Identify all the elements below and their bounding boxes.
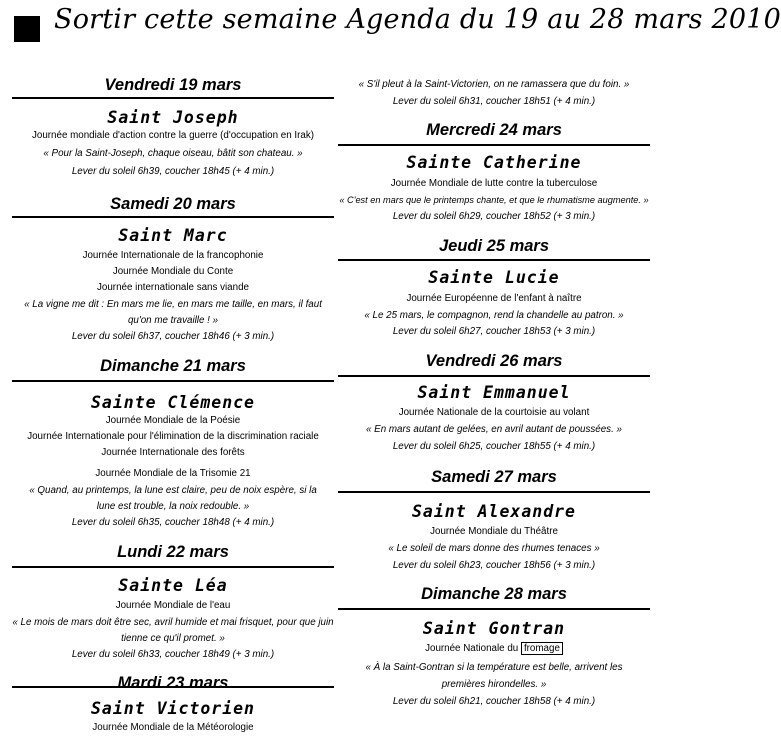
proverb-line: « Le soleil de mars donne des rhumes tenaces » — [388, 543, 600, 554]
sunrise-line: Lever du soleil 6h21, coucher 18h58 (+ 4 min.) — [392, 696, 596, 707]
day-heading: Vendredi 26 mars — [425, 352, 563, 370]
divider — [338, 491, 650, 493]
sunrise-line: Lever du soleil 6h39, coucher 18h45 (+ 4 min.) — [71, 166, 275, 177]
sunrise-line: Lever du soleil 6h27, coucher 18h53 (+ 3 min.) — [392, 326, 596, 337]
saint-name: Saint Joseph — [107, 108, 239, 127]
proverb-line: « S'il pleut à la Saint-Victorien, on ne ramassera que du foin. » — [358, 79, 630, 90]
saint-name: Saint Victorien — [90, 699, 255, 718]
left-column — [12, 0, 334, 737]
saint-name: Saint Gontran — [422, 619, 566, 638]
sunrise-line: Lever du soleil 6h33, coucher 18h49 (+ 3 min.) — [71, 649, 275, 660]
saint-name: Saint Emmanuel — [417, 383, 571, 402]
divider — [12, 566, 334, 568]
observance-line: Journée Mondiale de la Météorologie — [92, 722, 254, 733]
observance-line: Journée Mondiale de l'eau — [115, 600, 231, 611]
divider — [12, 97, 334, 99]
observance-line: Journée Internationale de la francophonie — [82, 250, 264, 261]
proverb-line: « Pour la Saint-Joseph, chaque oiseau, bâtit son chateau. » — [43, 148, 303, 159]
day-heading: Mercredi 24 mars — [426, 121, 562, 139]
proverb-line: qu'on me travaille ! » — [127, 315, 219, 326]
observance-line — [338, 643, 650, 654]
saint-name: Saint Marc — [118, 226, 228, 245]
proverb-line: « Quand, au printemps, la lune est claire, peu de noix espère, si la — [29, 485, 317, 496]
day-heading: Lundi 22 mars — [117, 543, 229, 561]
sunrise-line: Lever du soleil 6h35, coucher 18h48 (+ 4 min.) — [71, 517, 275, 528]
sunrise-line: Lever du soleil 6h37, coucher 18h46 (+ 3 min.) — [71, 331, 275, 342]
sunrise-line: Lever du soleil 6h23, coucher 18h56 (+ 3 min.) — [392, 560, 596, 571]
day-heading: Dimanche 21 mars — [100, 357, 246, 375]
saint-name: Sainte Lucie — [428, 268, 560, 287]
divider — [12, 686, 334, 688]
observance-line: Journée internationale sans viande — [97, 282, 249, 293]
observance-line: Journée Mondiale de la Trisomie 21 — [95, 468, 251, 479]
day-heading: Mardi 23 mars — [117, 674, 229, 692]
page-title: Sortir cette semaine Agenda du 19 au 28 mars 2010 — [54, 4, 781, 35]
observance-line: Journée mondiale d'action contre la guerre (d'occupation en Irak) — [31, 130, 315, 141]
proverb-line: lune est trouble, la noix redouble. » — [96, 501, 250, 512]
proverb-line: « En mars autant de gelées, en avril autant de poussées. » — [366, 424, 622, 435]
saint-name: Sainte Léa — [118, 576, 228, 595]
proverb-line: « C'est en mars que le printemps chante, et que le rhumatisme augmente. » — [339, 195, 649, 205]
divider — [338, 375, 650, 377]
observance-line: Journée Mondiale du Conte — [112, 266, 234, 277]
divider — [12, 380, 334, 382]
right-column — [338, 0, 650, 737]
divider — [338, 608, 650, 610]
observance-line: Journée Nationale de la courtoisie au volant — [398, 407, 590, 418]
proverb-line: « Le mois de mars doit être sec, avril humide et mai frisquet, pour que juin — [12, 617, 334, 628]
day-heading: Jeudi 25 mars — [438, 237, 550, 255]
proverb-line: « À la Saint-Gontran si la température est belle, arrivent les — [365, 662, 623, 673]
saint-name: Sainte Clémence — [90, 393, 255, 412]
proverb-line: tienne ce qu'il promet. » — [121, 633, 225, 644]
divider — [338, 259, 650, 261]
proverb-line: premières hirondelles. » — [441, 679, 547, 690]
observance-line: Journée Mondiale de lutte contre la tuberculose — [390, 178, 598, 189]
observance-line: Journée Mondiale de la Poésie — [105, 415, 241, 426]
observance-line: Journée Mondiale du Théâtre — [430, 526, 558, 537]
observance-line: Journée Internationale des forêts — [101, 447, 245, 458]
divider — [12, 216, 334, 218]
day-heading: Vendredi 19 mars — [104, 76, 242, 94]
observance-line: Journée Internationale pour l'élimination de la discrimination raciale — [27, 431, 319, 442]
divider — [338, 144, 650, 146]
saint-name: Sainte Catherine — [406, 153, 582, 172]
boxed-word: fromage — [521, 642, 563, 655]
day-heading: Samedi 27 mars — [431, 468, 557, 486]
saint-name: Saint Alexandre — [411, 502, 576, 521]
proverb-line: « Le 25 mars, le compagnon, rend la chandelle au patron. » — [364, 310, 624, 321]
sunrise-line: Lever du soleil 6h31, coucher 18h51 (+ 4 min.) — [392, 96, 596, 107]
sunrise-line: Lever du soleil 6h25, coucher 18h55 (+ 4 min.) — [392, 441, 596, 452]
day-heading: Dimanche 28 mars — [421, 585, 567, 603]
observance-text: Journée Nationale du — [425, 643, 521, 654]
observance-line: Journée Européenne de l'enfant à naître — [406, 293, 582, 304]
sunrise-line: Lever du soleil 6h29, coucher 18h52 (+ 3 min.) — [392, 211, 596, 222]
proverb-line: « La vigne me dit : En mars me lie, en mars me taille, en mars, il faut — [24, 299, 322, 310]
day-heading: Samedi 20 mars — [110, 195, 236, 213]
